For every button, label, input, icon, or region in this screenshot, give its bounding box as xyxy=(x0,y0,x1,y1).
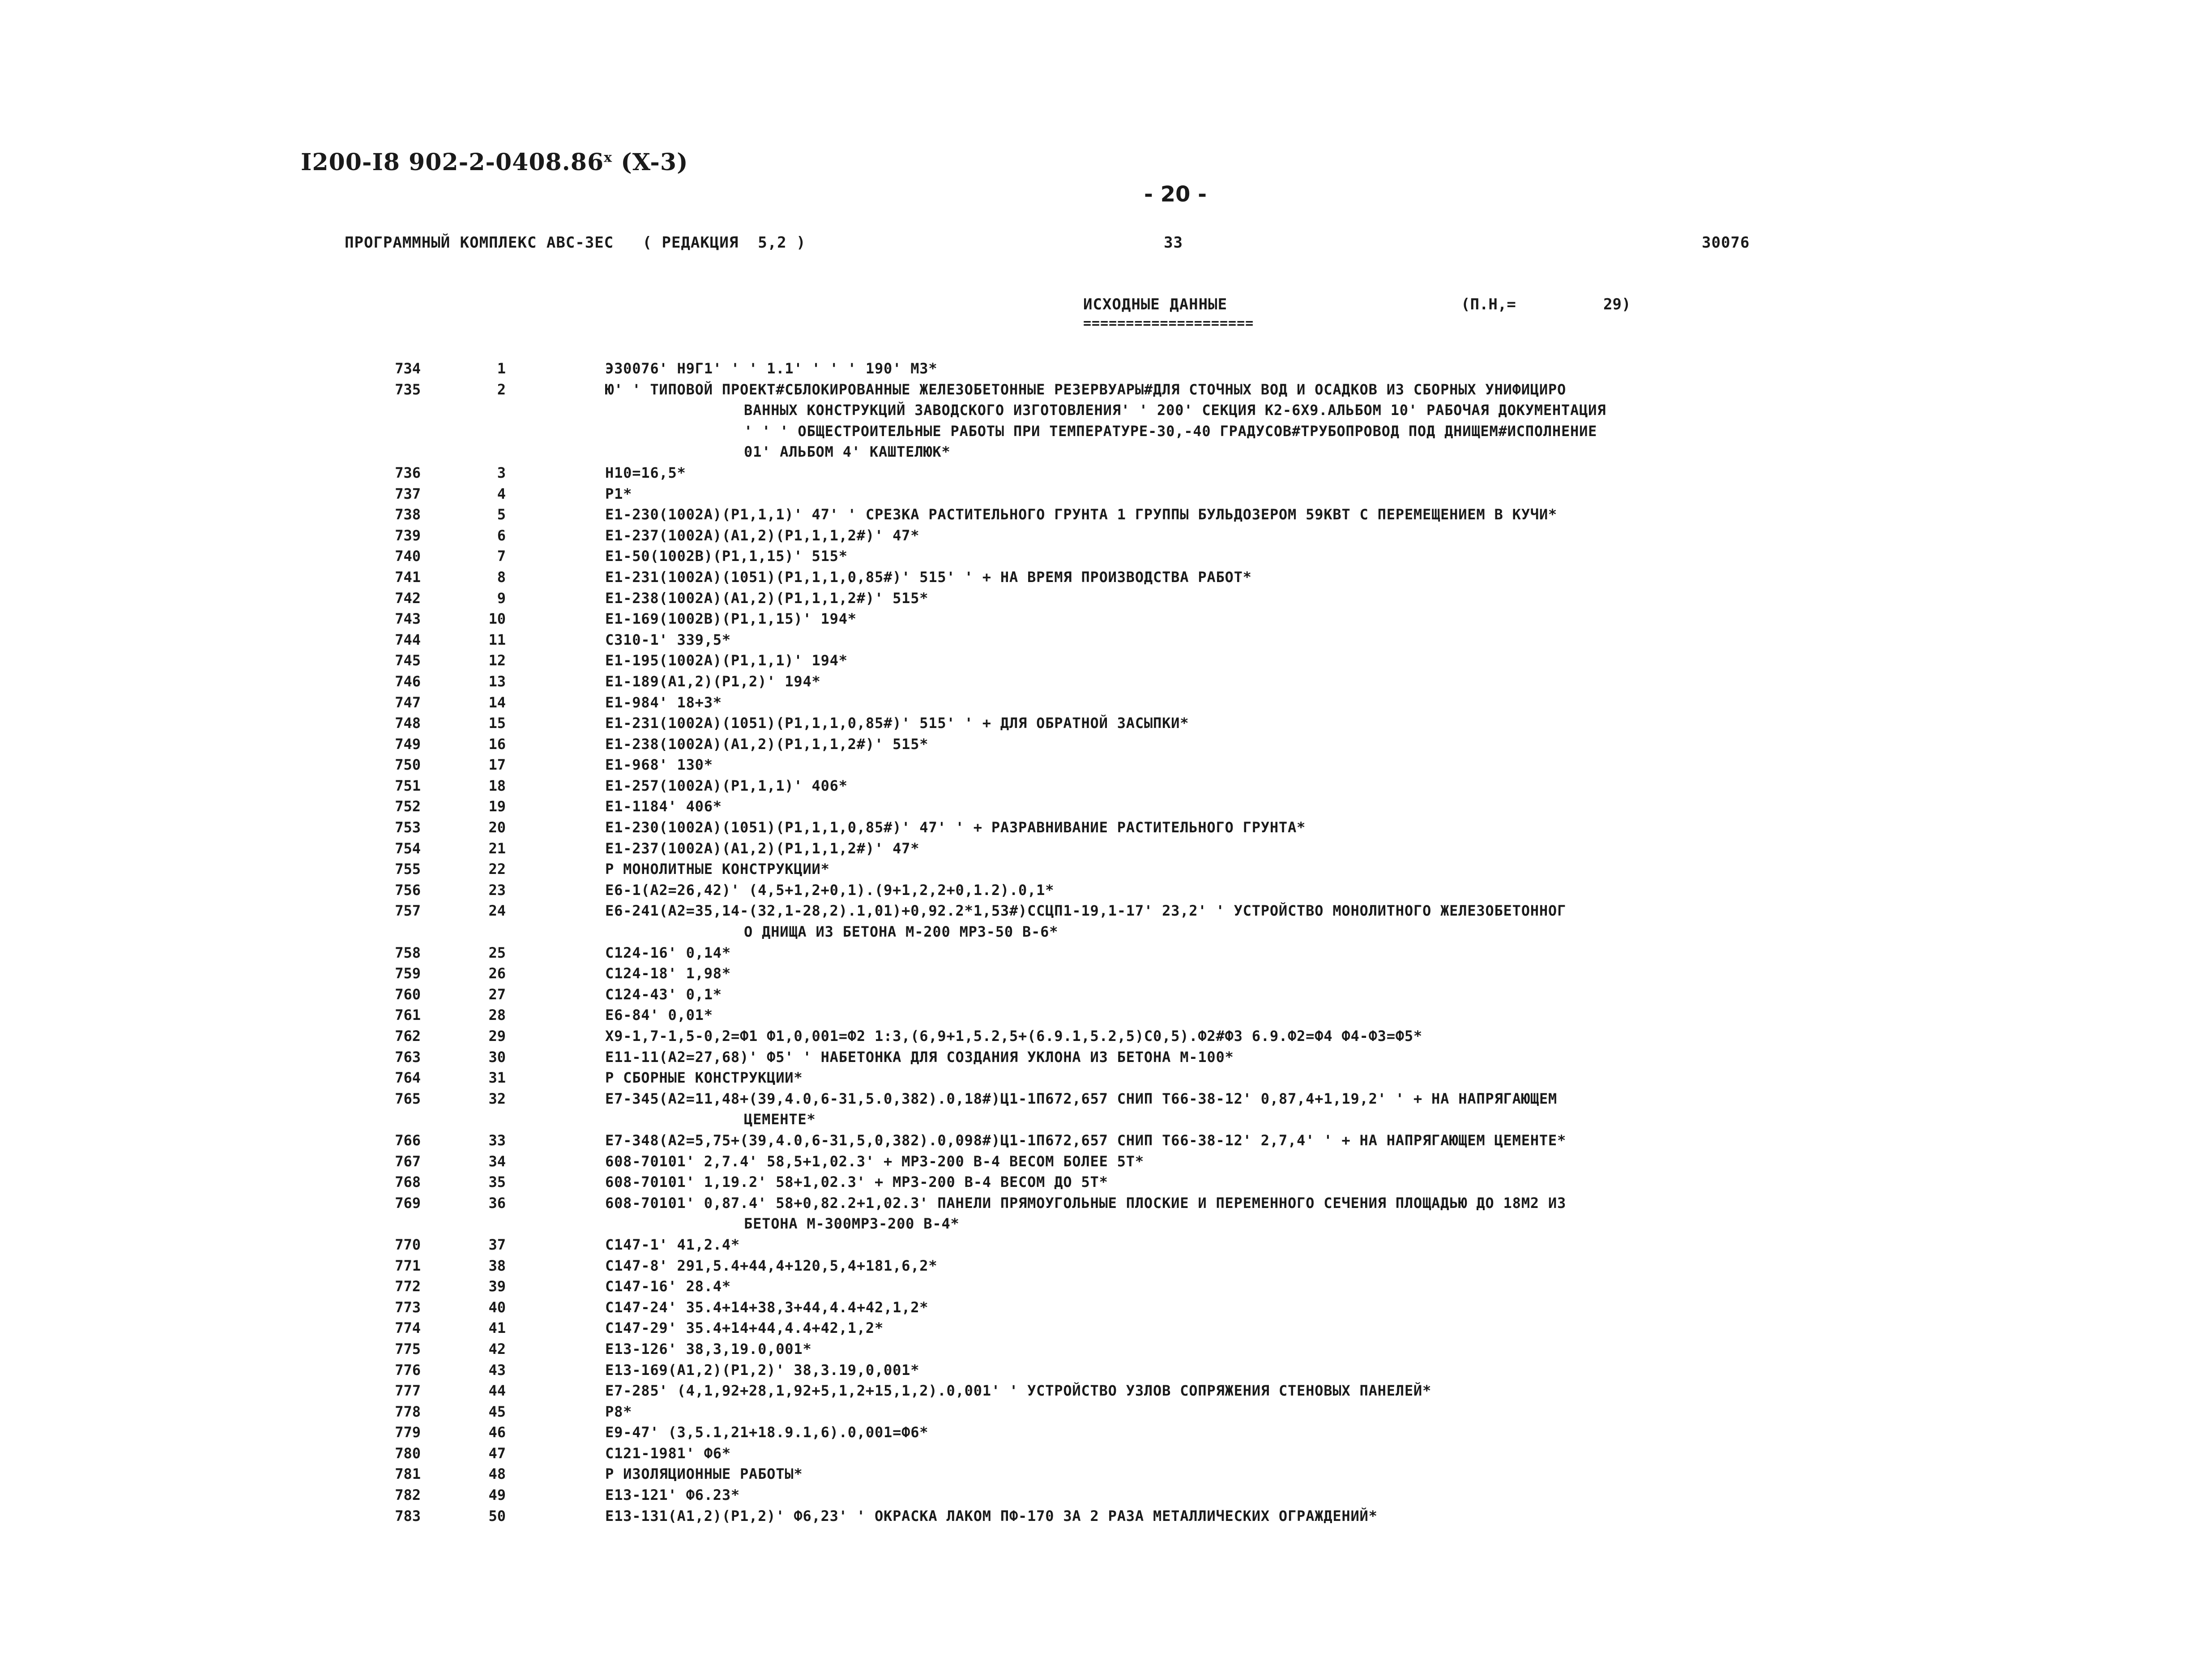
line-number: 770 xyxy=(395,1236,421,1253)
record-number: 10 xyxy=(488,610,506,628)
record-text xyxy=(605,1255,1966,1276)
list-item xyxy=(0,1422,2212,1443)
list-item xyxy=(0,1276,2212,1297)
record-text xyxy=(605,880,1966,901)
record-number: 7 xyxy=(497,548,506,565)
line-number: 775 xyxy=(395,1340,421,1358)
record-text xyxy=(605,1297,1966,1318)
record-text xyxy=(605,1088,1966,1130)
list-item xyxy=(0,859,2212,880)
record-text xyxy=(605,588,1966,609)
line-number: 740 xyxy=(395,548,421,565)
record-number: 32 xyxy=(488,1090,506,1107)
line-number: 743 xyxy=(395,610,421,628)
line-number: 764 xyxy=(395,1069,421,1087)
record-text-line: Е1-231(1002А)(1051)(Р1,1,1,0,85#)' 515' ' + ДЛЯ ОБРАТНОЙ ЗАСЫПКИ* xyxy=(605,715,1189,732)
record-text xyxy=(605,630,1966,651)
record-number: 25 xyxy=(488,944,506,961)
record-text-line: Е1-189(А1,2)(Р1,2)' 194* xyxy=(605,672,821,690)
line-number: 753 xyxy=(395,819,421,836)
record-text-continuation: ЦЕМЕНТЕ* xyxy=(744,1111,816,1128)
line-number: 758 xyxy=(395,944,421,961)
record-text-line: Е7-285' (4,1,92+28,1,92+5,1,2+15,1,2).0,001' ' УСТРОЙСТВО УЗЛОВ СОПРЯЖЕНИЯ СТЕНОВЫХ ПАНЕЛЕЙ* xyxy=(605,1382,1432,1400)
record-text-line: 608-70101' 2,7.4' 58,5+1,02.3' + МРЗ-200 В-4 ВЕСОМ БОЛЕЕ 5Т* xyxy=(605,1152,1144,1170)
line-number: 745 xyxy=(395,652,421,669)
record-number: 24 xyxy=(488,902,506,920)
record-text-line: Е1-230(1002А)(Р1,1,1)' 47' ' СРЕЗКА РАСТИТЕЛЬНОГО ГРУНТА 1 ГРУППЫ БУЛЬДОЗЕРОМ 59КВТ С ПЕРЕМЕЩЕНИЕМ В КУЧИ* xyxy=(605,506,1557,523)
list-item xyxy=(0,1339,2212,1360)
line-number: 756 xyxy=(395,881,421,899)
record-text xyxy=(605,900,1966,942)
line-number: 778 xyxy=(395,1403,421,1420)
list-item xyxy=(0,525,2212,546)
record-text-line: Р ИЗОЛЯЦИОННЫЕ РАБОТЫ* xyxy=(605,1465,803,1483)
record-text xyxy=(605,358,1966,379)
list-item xyxy=(0,1506,2212,1527)
line-number: 780 xyxy=(395,1444,421,1462)
record-number: 23 xyxy=(488,881,506,899)
record-number: 45 xyxy=(488,1403,506,1420)
record-text xyxy=(605,734,1966,755)
record-text-line: Е1-238(1002А)(А1,2)(Р1,1,1,2#)' 515* xyxy=(605,735,929,753)
record-text-line: Р1* xyxy=(605,485,632,502)
page-number: - 20 - xyxy=(1144,182,1207,207)
list-item xyxy=(0,588,2212,609)
list-item xyxy=(0,734,2212,755)
line-number: 757 xyxy=(395,902,421,920)
record-number: 33 xyxy=(488,1131,506,1149)
record-number: 34 xyxy=(488,1152,506,1170)
record-text-line: С124-18' 1,98* xyxy=(605,965,731,982)
record-number: 22 xyxy=(488,861,506,878)
record-text-line: Е1-231(1002А)(1051)(Р1,1,1,0,85#)' 515' ' + НА ВРЕМЯ ПРОИЗВОДСТВА РАБОТ* xyxy=(605,568,1252,586)
record-number: 42 xyxy=(488,1340,506,1358)
line-number: 742 xyxy=(395,589,421,607)
line-number: 752 xyxy=(395,798,421,815)
record-text xyxy=(605,462,1966,484)
record-number: 2 xyxy=(497,381,506,398)
list-item xyxy=(0,1005,2212,1026)
record-text xyxy=(605,1005,1966,1026)
list-item xyxy=(0,1151,2212,1172)
data-listing xyxy=(0,358,2212,1526)
record-number: 50 xyxy=(488,1507,506,1525)
section-title: ИСХОДНЫЕ ДАННЫЕ xyxy=(1083,295,1228,313)
record-text xyxy=(605,546,1966,567)
line-number: 773 xyxy=(395,1298,421,1316)
record-text xyxy=(605,1067,1966,1088)
record-text xyxy=(605,1401,1966,1422)
list-item xyxy=(0,379,2212,462)
list-item xyxy=(0,1234,2212,1255)
record-text-line: Е7-348(А2=5,75+(39,4.0,6-31,5,0,382).0,098#)Ц1-1П672,657 СНИП Т66-38-12' 2,7,4' ' + НА НАПРЯГАЮЩЕМ ЦЕМЕНТЕ* xyxy=(605,1131,1567,1149)
list-item xyxy=(0,838,2212,859)
record-number: 27 xyxy=(488,985,506,1003)
doc-code-main: I200-I8 902-2-0408.86 xyxy=(301,149,604,176)
line-number: 766 xyxy=(395,1131,421,1149)
doc-code-superscript: x xyxy=(604,150,613,166)
record-number: 17 xyxy=(488,756,506,774)
record-text xyxy=(605,1234,1966,1255)
line-number: 782 xyxy=(395,1486,421,1504)
list-item xyxy=(0,671,2212,692)
line-number: 776 xyxy=(395,1361,421,1379)
record-number: 28 xyxy=(488,1006,506,1024)
line-number: 767 xyxy=(395,1152,421,1170)
list-item xyxy=(0,1485,2212,1506)
record-text xyxy=(605,1172,1966,1193)
list-item xyxy=(0,484,2212,505)
line-number: 751 xyxy=(395,777,421,794)
record-number: 39 xyxy=(488,1278,506,1295)
record-number: 35 xyxy=(488,1173,506,1191)
record-number: 3 xyxy=(497,464,506,481)
list-item xyxy=(0,692,2212,713)
record-text-line: 608-70101' 0,87.4' 58+0,82.2+1,02.3' ПАНЕЛИ ПРЯМОУГОЛЬНЫЕ ПЛОСКИЕ И ПЕРЕМЕННОГО СЕЧЕНИЯ ПЛОЩАДЬЮ ДО 18М2 ИЗ xyxy=(605,1194,1567,1212)
record-text xyxy=(605,484,1966,505)
line-number: 762 xyxy=(395,1028,421,1045)
record-text xyxy=(605,963,1966,984)
record-number: 40 xyxy=(488,1298,506,1316)
record-text-line: Е1-50(1002В)(Р1,1,15)' 515* xyxy=(605,548,848,565)
record-text xyxy=(605,817,1966,838)
object-code: 30076 xyxy=(1702,234,1750,252)
line-number: 746 xyxy=(395,672,421,690)
record-text xyxy=(605,1276,1966,1297)
doc-code-suffix: (X-3) xyxy=(621,149,688,176)
record-text xyxy=(605,1422,1966,1443)
record-number: 43 xyxy=(488,1361,506,1379)
record-text xyxy=(605,796,1966,817)
record-number: 12 xyxy=(488,652,506,669)
record-text-line: Е1-237(1002А)(А1,2)(Р1,1,1,2#)' 47* xyxy=(605,839,920,857)
record-text-line: Е1-169(1002В)(Р1,1,15)' 194* xyxy=(605,610,857,628)
record-text-line: Е1-195(1002А)(Р1,1,1)' 194* xyxy=(605,652,848,669)
line-number: 779 xyxy=(395,1424,421,1441)
document-code xyxy=(301,149,688,176)
record-text-line: С124-43' 0,1* xyxy=(605,985,722,1003)
record-text-line: С121-1981' Ф6* xyxy=(605,1444,731,1462)
record-text xyxy=(605,713,1966,734)
record-text-line: Е9-47' (3,5.1,21+18.9.1,6).0,001=Ф6* xyxy=(605,1424,929,1441)
record-number: 14 xyxy=(488,694,506,711)
record-text xyxy=(605,379,1966,462)
record-number: 21 xyxy=(488,839,506,857)
line-number: 771 xyxy=(395,1257,421,1274)
record-text-line: С147-16' 28.4* xyxy=(605,1278,731,1295)
record-number: 16 xyxy=(488,735,506,753)
line-number: 760 xyxy=(395,985,421,1003)
record-number: 36 xyxy=(488,1194,506,1212)
line-number: 736 xyxy=(395,464,421,481)
record-text-line: 608-70101' 1,19.2' 58+1,02.3' + МРЗ-200 В-4 ВЕСОМ ДО 5Т* xyxy=(605,1173,1108,1191)
record-text xyxy=(605,1026,1966,1047)
record-text-line: Е13-131(А1,2)(Р1,2)' Ф6,23' ' ОКРАСКА ЛАКОМ ПФ-170 ЗА 2 РАЗА МЕТАЛЛИЧЕСКИХ ОГРАЖДЕНИЙ* xyxy=(605,1507,1378,1525)
record-number: 20 xyxy=(488,819,506,836)
list-item xyxy=(0,775,2212,797)
record-text-line: Е1-237(1002А)(А1,2)(Р1,1,1,2#)' 47* xyxy=(605,527,920,544)
record-number: 47 xyxy=(488,1444,506,1462)
record-text-line: Х9-1,7-1,5-0,2=Ф1 Ф1,0,001=Ф2 1:3,(6,9+1,5.2,5+(6.9.1,5.2,5)С0,5).Ф2#Ф3 6.9.Ф2=Ф4 Ф4-Ф3=Ф5* xyxy=(605,1028,1422,1045)
record-number: 31 xyxy=(488,1069,506,1087)
list-item xyxy=(0,1047,2212,1068)
record-text xyxy=(605,1464,1966,1485)
record-number: 44 xyxy=(488,1382,506,1400)
record-text xyxy=(605,838,1966,859)
record-text-line: Е13-169(А1,2)(Р1,2)' 38,3.19,0,001* xyxy=(605,1361,920,1379)
record-number: 48 xyxy=(488,1465,506,1483)
record-text xyxy=(605,671,1966,692)
line-number: 737 xyxy=(395,485,421,502)
record-number: 30 xyxy=(488,1048,506,1066)
record-number: 6 xyxy=(497,527,506,544)
section-underline: ==================== xyxy=(1083,316,1254,331)
record-number: 8 xyxy=(497,568,506,586)
record-text-line: Ю' ' ТИПОВОЙ ПРОЕКТ#СБЛОКИРОВАННЫЕ ЖЕЛЕЗОБЕТОННЫЕ РЕЗЕРВУАРЫ#ДЛЯ СТОЧНЫХ ВОД И ОСАДКОВ ИЗ СБОРНЫХ УНИФИЦИРО xyxy=(605,381,1567,398)
record-text xyxy=(605,1443,1966,1464)
line-number: 749 xyxy=(395,735,421,753)
list-item xyxy=(0,1318,2212,1339)
line-number: 774 xyxy=(395,1319,421,1337)
list-item xyxy=(0,567,2212,588)
list-item xyxy=(0,462,2212,484)
record-number: 46 xyxy=(488,1424,506,1441)
record-text-line: С147-1' 41,2.4* xyxy=(605,1236,740,1253)
record-number: 19 xyxy=(488,798,506,815)
record-text-line: С147-8' 291,5.4+44,4+120,5,4+181,6,2* xyxy=(605,1257,938,1274)
list-item xyxy=(0,1401,2212,1422)
list-item xyxy=(0,546,2212,567)
record-number: 4 xyxy=(497,485,506,502)
param-value: 29) xyxy=(1603,295,1631,313)
list-item xyxy=(0,1193,2212,1234)
line-number: 741 xyxy=(395,568,421,586)
record-text-line: Е6-84' 0,01* xyxy=(605,1006,713,1024)
record-text xyxy=(605,1151,1966,1172)
record-text xyxy=(605,984,1966,1005)
record-text-line: С124-16' 0,14* xyxy=(605,944,731,961)
line-number: 735 xyxy=(395,381,421,398)
record-number: 49 xyxy=(488,1486,506,1504)
record-text-continuation: ' ' ' ОБЩЕСТРОИТЕЛЬНЫЕ РАБОТЫ ПРИ ТЕМПЕРАТУРЕ-30,-40 ГРАДУСОВ#ТРУБОПРОВОД ПОД ДНИЩЕМ#ИСПОЛНЕНИЕ xyxy=(744,422,1597,440)
program-name: ПРОГРАММНЫЙ КОМПЛЕКС АВС-3ЕС ( РЕДАКЦИЯ 5,2 ) xyxy=(345,234,806,252)
list-item xyxy=(0,817,2212,838)
record-text-line: Е13-126' 38,3,19.0,001* xyxy=(605,1340,812,1358)
line-number: 739 xyxy=(395,527,421,544)
record-number: 37 xyxy=(488,1236,506,1253)
record-text-continuation: БЕТОНА М-300МРЗ-200 В-4* xyxy=(744,1215,960,1233)
list-item xyxy=(0,984,2212,1005)
record-text-line: Е11-11(А2=27,68)' Ф5' ' НАБЕТОНКА ДЛЯ СОЗДАНИЯ УКЛОНА ИЗ БЕТОНА М-100* xyxy=(605,1048,1234,1066)
record-text xyxy=(605,504,1966,525)
record-text-continuation: 01' АЛЬБОМ 4' КАШТЕЛЮК* xyxy=(744,443,951,461)
record-text-line: Е1-984' 18+3* xyxy=(605,694,722,711)
record-text xyxy=(605,1193,1966,1234)
line-number: 781 xyxy=(395,1465,421,1483)
record-text xyxy=(605,1047,1966,1068)
record-number: 38 xyxy=(488,1257,506,1274)
record-text-line: Е1-230(1002А)(1051)(Р1,1,1,0,85#)' 47' ' + РАЗРАВНИВАНИЕ РАСТИТЕЛЬНОГО ГРУНТА* xyxy=(605,819,1306,836)
list-item xyxy=(0,942,2212,964)
line-number: 765 xyxy=(395,1090,421,1107)
line-number: 734 xyxy=(395,360,421,377)
list-item xyxy=(0,1464,2212,1485)
record-text xyxy=(605,1360,1966,1381)
record-text xyxy=(605,692,1966,713)
record-text xyxy=(605,942,1966,964)
param-label: (П.Н,= xyxy=(1461,295,1516,313)
record-text-line: Е1-968' 130* xyxy=(605,756,713,774)
record-number: 9 xyxy=(497,589,506,607)
line-number: 750 xyxy=(395,756,421,774)
list-item xyxy=(0,1130,2212,1151)
record-text-line: Е13-121' Ф6.23* xyxy=(605,1486,740,1504)
record-text xyxy=(605,608,1966,630)
record-text-line: Е7-345(А2=11,48+(39,4.0,6-31,5.0,382).0,18#)Ц1-1П672,657 СНИП Т66-38-12' 0,87,4+1,19,2' ' + НА НАПРЯГАЮЩЕМ xyxy=(605,1090,1557,1107)
record-text xyxy=(605,1318,1966,1339)
list-item xyxy=(0,713,2212,734)
record-text xyxy=(605,754,1966,775)
record-text-line: Е1-238(1002А)(А1,2)(Р1,1,1,2#)' 515* xyxy=(605,589,929,607)
record-text xyxy=(605,1130,1966,1151)
record-number: 1 xyxy=(497,360,506,377)
list-item xyxy=(0,504,2212,525)
line-number: 759 xyxy=(395,965,421,982)
line-number: 761 xyxy=(395,1006,421,1024)
record-text xyxy=(605,650,1966,671)
list-item xyxy=(0,1067,2212,1088)
line-number: 754 xyxy=(395,839,421,857)
list-item xyxy=(0,963,2212,984)
record-text-continuation: ВАННЫХ КОНСТРУКЦИЙ ЗАВОДСКОГО ИЗГОТОВЛЕНИЯ' ' 200' СЕКЦИЯ К2-6Х9.АЛЬБОМ 10' РАБОЧАЯ ДОКУМЕНТАЦИЯ xyxy=(744,402,1606,419)
record-text xyxy=(605,567,1966,588)
record-text xyxy=(605,525,1966,546)
record-text-line: Н10=16,5* xyxy=(605,464,686,481)
record-text-line: Е6-1(А2=26,42)' (4,5+1,2+0,1).(9+1,2,2+0,1.2).0,1* xyxy=(605,881,1055,899)
list-item xyxy=(0,754,2212,775)
record-text-line: Е1-257(1002А)(Р1,1,1)' 406* xyxy=(605,777,848,794)
line-number: 747 xyxy=(395,694,421,711)
record-number: 41 xyxy=(488,1319,506,1337)
record-text xyxy=(605,1339,1966,1360)
list-item xyxy=(0,1026,2212,1047)
record-number: 29 xyxy=(488,1028,506,1045)
record-text-line: Р8* xyxy=(605,1403,632,1420)
record-number: 5 xyxy=(497,506,506,523)
list-item xyxy=(0,1360,2212,1381)
record-text-line: С147-29' 35.4+14+44,4.4+42,1,2* xyxy=(605,1319,884,1337)
list-item xyxy=(0,608,2212,630)
list-item xyxy=(0,1443,2212,1464)
list-item xyxy=(0,630,2212,651)
sheet-number: 33 xyxy=(1164,234,1183,252)
record-text-line: С147-24' 35.4+14+38,3+44,4.4+42,1,2* xyxy=(605,1298,929,1316)
line-number: 738 xyxy=(395,506,421,523)
record-text-line: Р МОНОЛИТНЫЕ КОНСТРУКЦИИ* xyxy=(605,861,830,878)
list-item xyxy=(0,1088,2212,1130)
line-number: 777 xyxy=(395,1382,421,1400)
line-number: 772 xyxy=(395,1278,421,1295)
list-item xyxy=(0,1380,2212,1401)
line-number: 755 xyxy=(395,861,421,878)
list-item xyxy=(0,650,2212,671)
line-number: 748 xyxy=(395,715,421,732)
record-number: 26 xyxy=(488,965,506,982)
list-item xyxy=(0,900,2212,942)
line-number: 783 xyxy=(395,1507,421,1525)
record-text xyxy=(605,1380,1966,1401)
list-item xyxy=(0,1297,2212,1318)
line-number: 763 xyxy=(395,1048,421,1066)
list-item xyxy=(0,1255,2212,1276)
list-item xyxy=(0,796,2212,817)
record-text-line: Э30076' Н9Г1' ' ' 1.1' ' ' ' 190' М3* xyxy=(605,360,938,377)
record-text-line: Е1-1184' 406* xyxy=(605,798,722,815)
line-number: 744 xyxy=(395,631,421,648)
record-text xyxy=(605,859,1966,880)
record-text-continuation: О ДНИЩА ИЗ БЕТОНА М-200 МРЗ-50 В-6* xyxy=(744,923,1059,941)
record-text-line: Р СБОРНЫЕ КОНСТРУКЦИИ* xyxy=(605,1069,803,1087)
record-text-line: Е6-241(А2=35,14-(32,1-28,2).1,01)+0,92.2*1,53#)ССЦП1-19,1-17' 23,2' ' УСТРОЙСТВО МОНОЛИТНОГО ЖЕЛЕЗОБЕТОННОГ xyxy=(605,902,1567,920)
list-item xyxy=(0,358,2212,379)
list-item xyxy=(0,880,2212,901)
record-text xyxy=(605,1506,1966,1527)
record-number: 13 xyxy=(488,672,506,690)
line-number: 769 xyxy=(395,1194,421,1212)
list-item xyxy=(0,1172,2212,1193)
record-text xyxy=(605,775,1966,797)
record-text-line: С310-1' 339,5* xyxy=(605,631,731,648)
record-number: 18 xyxy=(488,777,506,794)
line-number: 768 xyxy=(395,1173,421,1191)
record-number: 15 xyxy=(488,715,506,732)
record-number: 11 xyxy=(488,631,506,648)
record-text xyxy=(605,1485,1966,1506)
